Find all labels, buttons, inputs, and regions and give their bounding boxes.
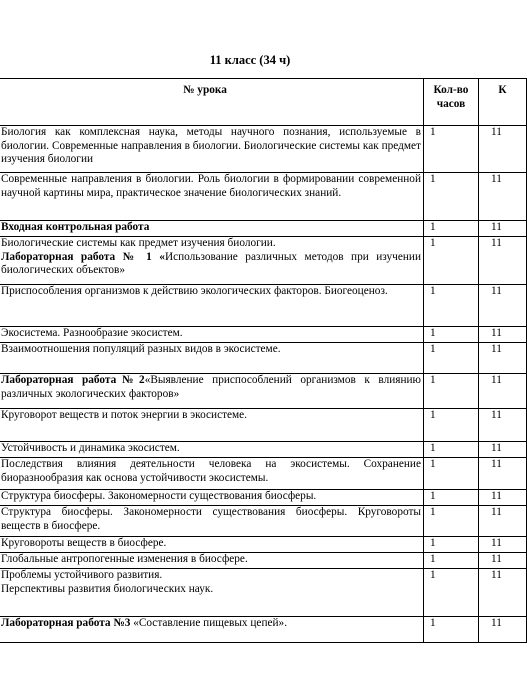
table-row [0,617,527,643]
lesson-topic-cell [0,343,424,374]
table-row [0,126,527,173]
lesson-topic-text: Биология как комплексная наука, методы научного познания, используемые в биологии. Современные направления в биологии. Биологические системы как предмет изучения биологии [1,126,421,166]
header-lesson-number: № урока [0,79,424,126]
hours-cell: 1 [424,221,479,237]
class-cell: 11 [479,553,527,569]
lesson-topic-text: Устойчивость и динамика экосистем. [1,442,180,454]
lesson-topic-text: Перспективы развития биологических наук. [1,582,214,595]
hours-cell: 1 [424,237,479,285]
lesson-topic-text: Круговорот веществ и поток энергии в экосистеме. [1,409,248,421]
lesson-topic-bold-text: Лабораторная работа №3 [1,617,131,629]
hours-cell: 1 [424,442,479,458]
table-row [0,285,527,327]
lesson-topic-cell [0,458,424,490]
table-row [0,327,527,343]
lesson-topic-cell [0,442,424,458]
lesson-topic-cell [0,285,424,327]
header-hours-count [424,79,479,126]
class-cell: 11 [479,490,527,506]
hours-cell: 1 [424,506,479,537]
lesson-topic-text: Современные направления в биологии. Роль биологии в формировании современной научной картины мира, практическое значение биологических знаний. [1,173,421,199]
table-row [0,442,527,458]
lesson-topic-cell [0,374,424,409]
lesson-topic-cell [0,617,424,643]
table-row [0,237,527,285]
page-title: 11 класс (34 ч) [209,53,291,67]
lesson-table-wrap [0,78,526,643]
class-cell: 11 [479,409,527,442]
table-row [0,221,527,237]
class-cell: 11 [479,327,527,343]
table-row [0,553,527,569]
lesson-topic-cell [0,506,424,537]
table-row [0,409,527,442]
table-row [0,458,527,490]
hours-cell: 1 [424,537,479,553]
table-header-row [0,79,527,126]
hours-cell: 1 [424,126,479,173]
lesson-topic-text: Структура биосферы. Закономерности существования биосферы. [1,490,317,502]
lesson-topic-text: Биологические системы как предмет изучения биологии. [1,237,276,249]
table-row [0,173,527,221]
lesson-topic-text: Круговороты веществ в биосфере. [1,537,167,549]
lesson-topic-bold-text: Входная контрольная работа [1,221,150,233]
class-cell: 11 [479,458,527,490]
lesson-topic-text: Приспособления организмов к действию экологических факторов. Биогеоценоз. [1,285,388,297]
lesson-topic-cell [0,537,424,553]
hours-cell: 1 [424,343,479,374]
class-cell: 11 [479,617,527,643]
lesson-topic-cell [0,553,424,569]
table-row [0,343,527,374]
lesson-table [0,78,527,643]
hours-cell: 1 [424,569,479,617]
header-hours-line2: часов [436,97,466,110]
lesson-topic-cell [0,221,424,237]
table-row [0,537,527,553]
hours-cell: 1 [424,327,479,343]
class-cell: 11 [479,285,527,327]
hours-cell: 1 [424,285,479,327]
class-cell: 11 [479,374,527,409]
lesson-topic-cell [0,237,424,285]
hours-cell: 1 [424,617,479,643]
class-cell: 11 [479,506,527,537]
class-cell: 11 [479,237,527,285]
lesson-topic-text: Глобальные антропогенные изменения в биосфере. [1,553,248,565]
table-row [0,374,527,409]
hours-cell: 1 [424,553,479,569]
table-row [0,490,527,506]
lesson-topic-cell [0,173,424,221]
lesson-topic-text: Взаимоотношения популяций разных видов в экосистеме. [1,343,281,355]
lesson-topic-text: Экосистема. Разнообразие экосистем. [1,327,183,339]
hours-cell: 1 [424,173,479,221]
hours-cell: 1 [424,458,479,490]
table-row [0,569,527,617]
lesson-topic-cell [0,490,424,506]
lesson-topic-cell [0,126,424,173]
class-cell: 11 [479,569,527,617]
class-cell: 11 [479,126,527,173]
hours-cell: 1 [424,409,479,442]
header-class-column: К [479,79,527,126]
lesson-topic-text: «Составление пищевых цепей». [130,617,288,629]
lesson-topic-text: Проблемы устойчивого развития. [1,569,163,581]
lesson-topic-bold-text: Лабораторная работа№2 [1,374,145,386]
class-cell: 11 [479,442,527,458]
lesson-topic-cell [0,409,424,442]
hours-cell: 1 [424,374,479,409]
lesson-topic-text: «Выявление приспособлений организмов к влиянию различных экологических факторов» [1,374,421,400]
table-row [0,506,527,537]
table-body [0,126,527,643]
lesson-topic-text: Последствия влияния деятельности человека на экосистемы. Сохранение биоразнообразия как основа устойчивости экосистемы. [1,458,421,484]
header-hours-line1: Кол-во [433,84,469,96]
lesson-topic-text: Использование различных методов при изучении биологических объектов» [1,250,421,277]
hours-cell: 1 [424,490,479,506]
class-cell: 11 [479,537,527,553]
class-cell: 11 [479,173,527,221]
lesson-topic-bold-text: Лабораторная работа № 1 « [1,250,165,263]
class-cell: 11 [479,343,527,374]
class-cell: 11 [479,221,527,237]
lesson-topic-cell [0,569,424,617]
lesson-topic-cell [0,327,424,343]
lesson-topic-text: Структура биосферы. Закономерности существования биосферы. Круговороты веществ в биосфере. [1,506,421,532]
